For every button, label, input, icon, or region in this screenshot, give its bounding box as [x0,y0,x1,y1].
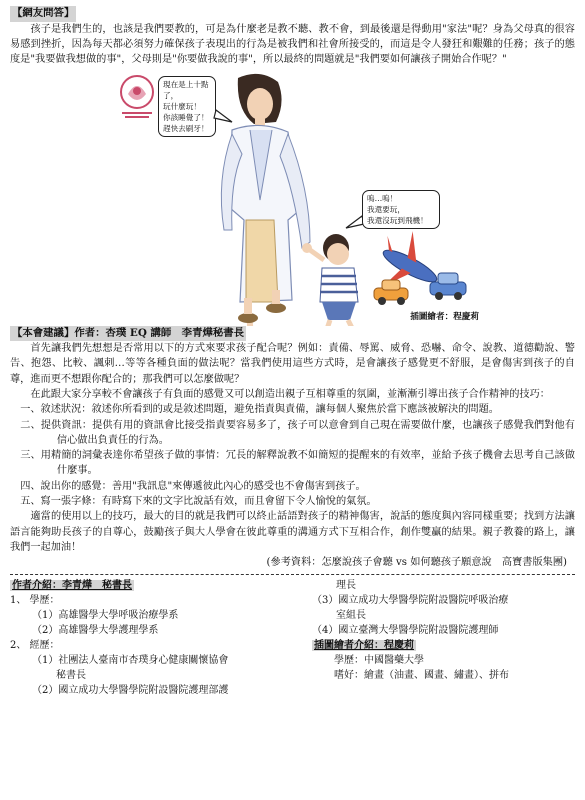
author-heading [10,578,290,593]
child-figure [310,234,363,326]
author-experience-item-cont: 秘書長 [56,669,86,681]
illustrator-heading [312,638,575,653]
advice-paragraph-2: 在此跟大家分享較不會讓孩子有負面的感覺又可以創造出親子互相尊重的氛圍，並漸漸引導出孩子合作精神的技巧： [30,389,550,400]
intro-section [10,6,575,68]
author-education-item: （1）高雄醫學大學呼吸治療學系 [32,609,179,621]
tip-item: 二、提供資訊：提供有用的資訊會比接受指責要容易多了，孩子可以意會到自己現在需要做什麼，也讓孩子感覺我們對他有信心做出負責任的行為。 [20,419,575,446]
bubble-line: 我還沒玩到飛機！ [367,215,428,225]
advice-paragraph-3: 適當的使用以上的技巧，最大的目的就是我們可以終止話語對孩子的精神傷害，說話的態度與內容同樣重要；找到方法讓語言能夠助長孩子的自尊心，鼓勵孩子與大人學會在彼此尊重的溝通方式下互相合作，創作雙贏的結果。親子教養的路上，讓我們一起加油！ [10,511,575,553]
author-experience-item: （2）國立成功大學醫學院附設醫院護理部護 [32,684,229,696]
bubble-line: 趕快去刷牙！ [163,123,209,133]
illustrator-heading-text: 插圖繪者介紹：程慶莉 [314,639,414,651]
section-divider [10,574,575,575]
bio-section [10,578,575,698]
bubble-line: 我還要玩， [367,204,405,214]
bio-right-column [290,578,575,698]
mother-figure [221,73,312,325]
author-experience-label: 2、 經歷： [10,639,60,651]
intro-text: 孩子是我們生的，也該是我們要教的，可是為什麼老是教不聽、教不會，到最後還是得動用"家法"呢？身為父母真的很容易感到挫折，因為每天都必須努力確保孩子表現出的行為是被我們和社會所接受的，而這是令人發狂和艱難的任務；孩子的態度是"我要做我想做的事"，父母則是"你要做我說的事"，所以最終的問題就是"我們要如何讓孩子開始合作呢？" [10,23,575,66]
toy-car-orange [374,280,408,305]
illustration [10,70,575,326]
bubble-line: 嗚…嗚！ [367,193,398,203]
author-experience-item: （4）國立臺灣大學醫學院附設醫院護理師 [312,624,499,636]
tip-item: 三、用精簡的詞彙表達你希望孩子做的事情：冗長的解釋說教不如簡短的提醒來的有效率，並給予孩子機會去思考自己該做什麼事。 [20,450,575,477]
bubble-line: 現在是上十點了， [163,79,209,100]
illustrator-education: 學歷：中國醫藥大學 [334,654,424,666]
intro-tag: 【網友問答】 [10,6,76,22]
illustrator-hobby: 嗜好：繪畫（油畫、國畫、繡畫）、拼布 [334,669,509,681]
author-bio [10,578,290,698]
author-experience-item: （3）國立成功大學醫學院附設醫院呼吸治療 [312,594,509,606]
advice-section [10,326,575,571]
tip-item: 一、敘述狀況：敘述你所看到的或是敘述問題，避免指責與責備，讓每個人聚焦於當下應該被解決的問題。 [20,404,499,416]
tip-item: 五、寫一張字條：有時寫下來的文字比說話有效，而且會留下令人愉悅的氣氛。 [20,496,377,508]
bubble-line: 玩什麼玩！ [163,101,201,111]
author-experience-item: （1）社團法人臺南市杏璞身心健康關懷協會 [32,654,229,666]
child-speech-bubble [362,190,440,229]
mother-child-drawing [10,70,575,326]
author-education-item: （2）高雄醫學大學護理學系 [32,624,159,636]
advice-tag: 【本會建議】作者：杏璞 EQ 講師 李青燁秘書長 [10,326,246,342]
tip-item: 四、說出你的感覺：善用"我訊息"來傳遞彼此內心的感受也不會傷害到孩子。 [20,480,366,492]
author-experience-item-cont: 理長 [336,579,356,591]
author-heading-text: 作者介紹：李青燁 秘書長 [12,579,132,591]
bubble-line: 你該睡覺了！ [163,112,209,122]
author-experience-item-cont: 室組長 [336,609,366,621]
author-education-label: 1、 學歷： [10,594,60,606]
advice-paragraph-1: 首先讓我們先想想是否常用以下的方式來要求孩子配合呢？例如：責備、辱罵、威脅、恐嚇、命令、說教、道德勸說、警告、抱怨、比較、諷刺…等等各種負面的做法呢？當我們使用這些方式時，是會讓孩子感覺更不舒服，是會傷害到孩子的自尊，進而更不想跟你配合的；那我們可以怎麼做呢？ [10,343,575,385]
reference-note: (參考資料：怎麼說孩子會聽 vs 如何聽孩子願意說 高寶書版集團) [266,557,567,569]
illustration-credit: 插圖繪者：程慶莉 [410,311,479,322]
